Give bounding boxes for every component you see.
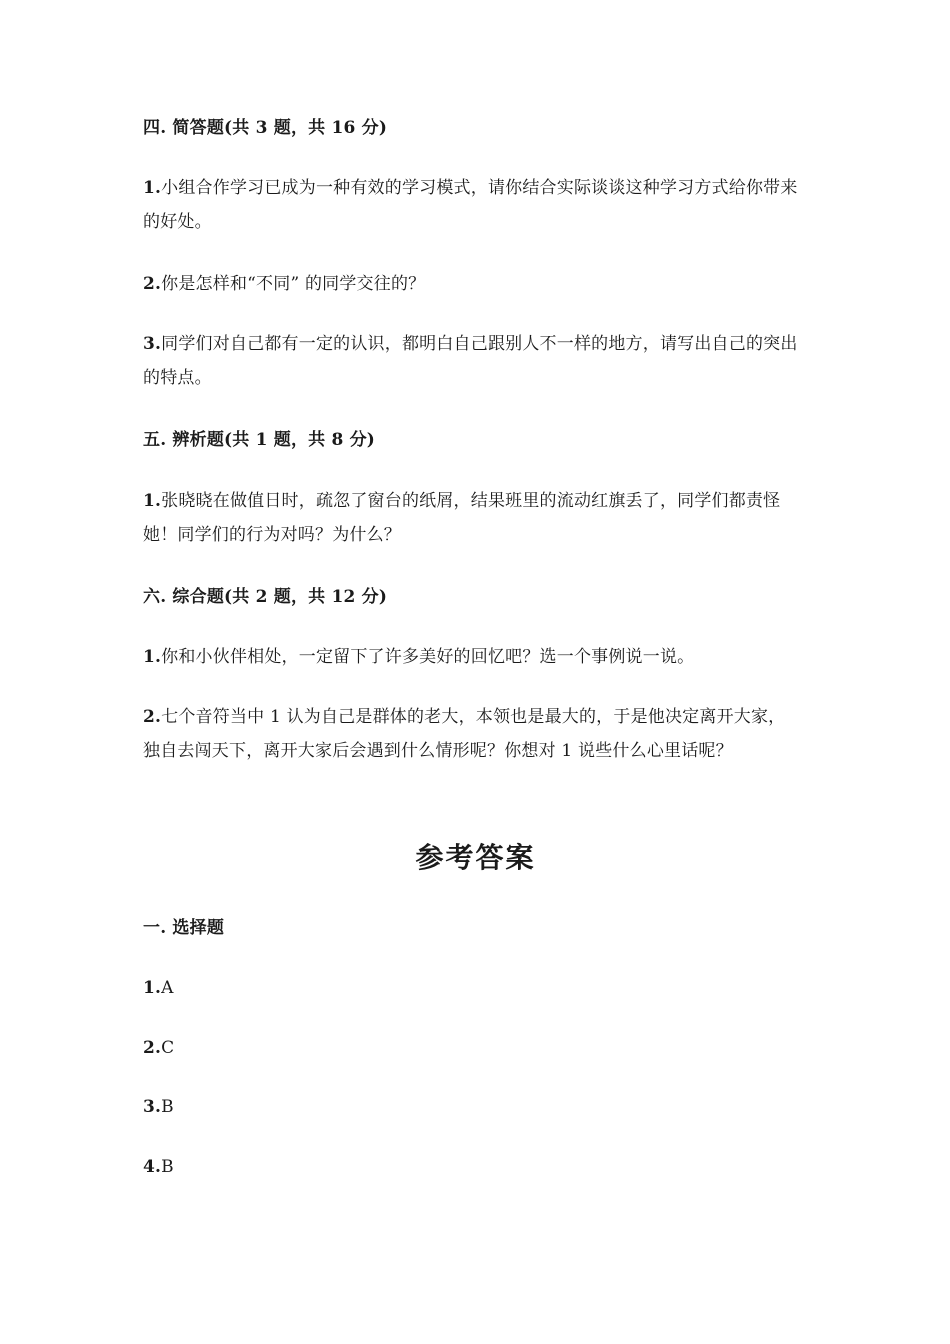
answer-text: A <box>161 978 174 998</box>
question-text: 同学们对自己都有一定的认识，都明白自己跟别人不一样的地方，请写出自己的突出的特点。 <box>143 334 798 388</box>
question-number: 2. <box>143 707 162 727</box>
question-text: 小组合作学习已成为一种有效的学习模式，请你结合实际谈谈这种学习方式给你带来的好处。 <box>143 178 798 232</box>
question-text: 你和小伙伴相处，一定留下了许多美好的回忆吧？选一个事例说一说。 <box>161 647 695 667</box>
section-5-heading: 五. 辨析题(共 1 题，共 8 分) <box>143 430 376 450</box>
answer-text: C <box>161 1038 175 1058</box>
question-text: 张晓晓在做值日时，疏忽了窗台的纸屑，结果班里的流动红旗丢了，同学们都责怪她！同学们的行为对吗？为什么？ <box>143 491 781 545</box>
section-4-question-1 <box>143 171 808 239</box>
answer-text: B <box>161 1157 174 1177</box>
question-number: 1. <box>143 491 162 511</box>
answer-number: 4. <box>143 1157 162 1177</box>
answer-item-4 <box>143 1150 808 1184</box>
section-6-question-2 <box>143 700 808 768</box>
section-6-heading: 六. 综合题(共 2 题，共 12 分) <box>143 587 388 607</box>
section-6-question-1 <box>143 640 808 674</box>
answer-number: 3. <box>143 1097 162 1117</box>
answer-number: 2. <box>143 1038 162 1058</box>
section-4-heading: 四. 简答题(共 3 题，共 16 分) <box>143 118 388 138</box>
question-number: 1. <box>143 647 162 667</box>
answer-item-1 <box>143 971 808 1005</box>
answer-item-3 <box>143 1090 808 1124</box>
question-number: 3. <box>143 334 162 354</box>
answers-title: 参考答案 <box>415 841 536 874</box>
answer-number: 1. <box>143 978 162 998</box>
section-4-question-2 <box>143 267 808 301</box>
question-text: 你是怎样和“不同” 的同学交往的？ <box>161 274 426 294</box>
answers-section-1-heading: 一. 选择题 <box>143 918 225 938</box>
section-4-question-3 <box>143 327 808 395</box>
answer-item-2 <box>143 1031 808 1065</box>
question-number: 2. <box>143 274 162 294</box>
answer-text: B <box>161 1097 174 1117</box>
question-text: 七个音符当中 1 认为自己是群体的老大，本领也是最大的，于是他决定离开大家， 独自去闯天下，离开大家后会遇到什么情形呢？你想对 1 说些什么心里话呢？ <box>143 707 786 761</box>
section-5-question-1 <box>143 484 808 552</box>
question-number: 1. <box>143 178 162 198</box>
